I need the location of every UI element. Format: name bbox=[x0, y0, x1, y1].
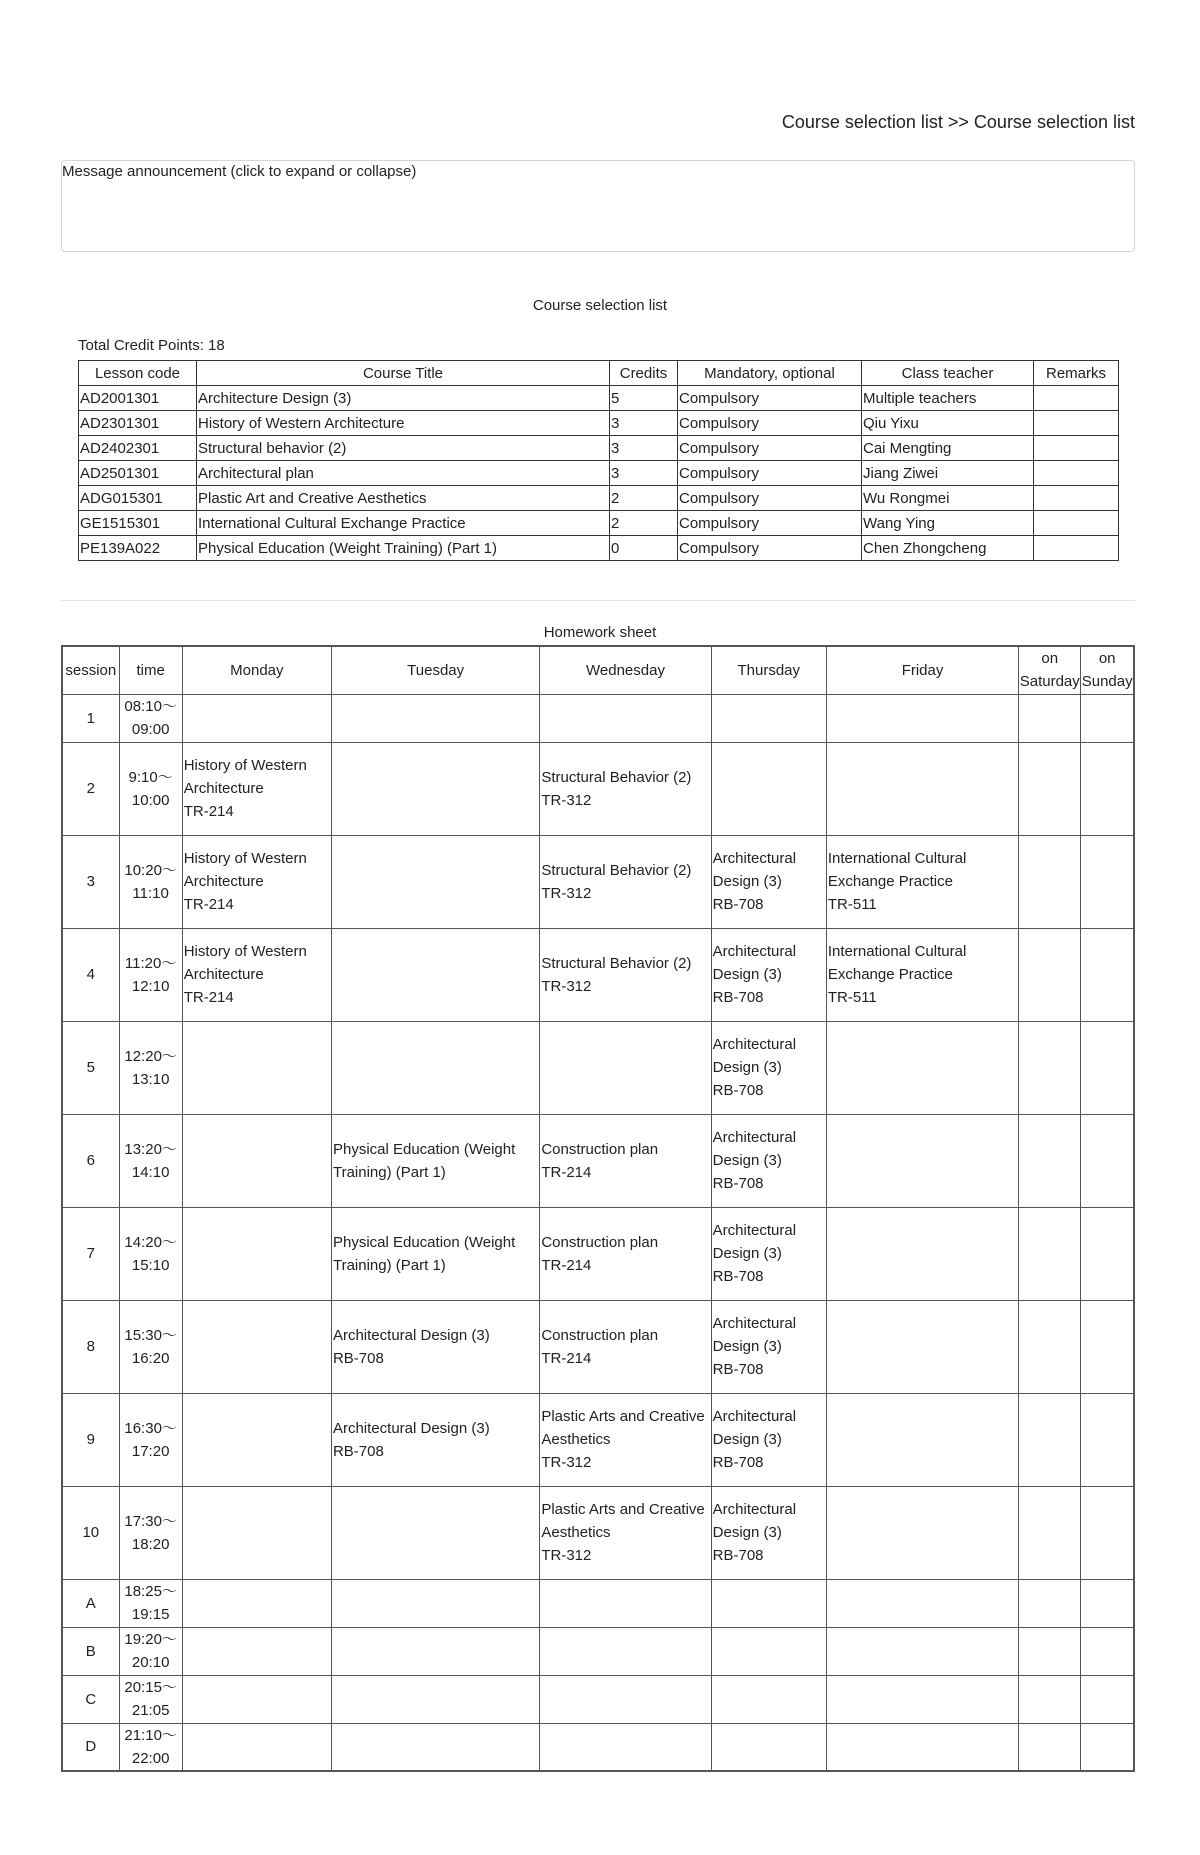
course-cell-course-title: Plastic Art and Creative Aesthetics bbox=[197, 486, 610, 511]
session-time: 10:20～ 11:10 bbox=[119, 835, 182, 928]
schedule-cell-friday bbox=[826, 1675, 1018, 1723]
schedule-cell-saturday bbox=[1019, 742, 1081, 835]
session-time: 14:20～ 15:10 bbox=[119, 1207, 182, 1300]
course-cell-lesson-code: AD2402301 bbox=[79, 436, 197, 461]
session-time: 17:30～ 18:20 bbox=[119, 1486, 182, 1579]
homework-row bbox=[62, 1723, 1134, 1771]
announcement-toggle-label[interactable]: Message announcement (click to expand or collapse) bbox=[62, 163, 417, 180]
col-header-credits: Credits bbox=[610, 361, 678, 386]
course-cell-credits: 0 bbox=[610, 536, 678, 561]
session-label: B bbox=[62, 1627, 119, 1675]
schedule-cell-wednesday bbox=[540, 1627, 711, 1675]
schedule-cell-wednesday bbox=[540, 1021, 711, 1114]
course-cell-remarks bbox=[1034, 511, 1119, 536]
schedule-cell-saturday bbox=[1019, 1723, 1081, 1771]
schedule-cell-thursday bbox=[711, 1627, 826, 1675]
hw-header-wednesday: Wednesday bbox=[540, 646, 711, 694]
schedule-cell-monday bbox=[182, 1021, 331, 1114]
schedule-cell-friday bbox=[826, 1021, 1018, 1114]
homework-header-row bbox=[62, 646, 1134, 694]
course-cell-lesson-code: AD2001301 bbox=[79, 386, 197, 411]
schedule-cell-saturday bbox=[1019, 1207, 1081, 1300]
schedule-cell-wednesday: Plastic Arts and Creative Aesthetics TR-312 bbox=[540, 1486, 711, 1579]
course-cell-mandatory-optional: Compulsory bbox=[678, 386, 862, 411]
schedule-cell-monday bbox=[182, 1300, 331, 1393]
session-label: 1 bbox=[62, 694, 119, 742]
homework-row bbox=[62, 742, 1134, 835]
homework-row bbox=[62, 1207, 1134, 1300]
session-time: 9:10～ 10:00 bbox=[119, 742, 182, 835]
schedule-cell-sunday bbox=[1081, 1300, 1134, 1393]
homework-sheet-table bbox=[61, 645, 1135, 1772]
schedule-cell-wednesday: Construction plan TR-214 bbox=[540, 1207, 711, 1300]
homework-row bbox=[62, 1579, 1134, 1627]
course-cell-lesson-code: PE139A022 bbox=[79, 536, 197, 561]
course-cell-class-teacher: Cai Mengting bbox=[862, 436, 1034, 461]
course-row bbox=[79, 486, 1119, 511]
session-label: C bbox=[62, 1675, 119, 1723]
course-cell-course-title: Structural behavior (2) bbox=[197, 436, 610, 461]
total-credit-points: Total Credit Points: 18 bbox=[78, 337, 225, 354]
schedule-cell-sunday bbox=[1081, 835, 1134, 928]
course-row bbox=[79, 461, 1119, 486]
schedule-cell-wednesday: Plastic Arts and Creative Aesthetics TR-312 bbox=[540, 1393, 711, 1486]
schedule-cell-friday bbox=[826, 742, 1018, 835]
schedule-cell-thursday: Architectural Design (3) RB-708 bbox=[711, 835, 826, 928]
session-time: 13:20～ 14:10 bbox=[119, 1114, 182, 1207]
course-cell-mandatory-optional: Compulsory bbox=[678, 461, 862, 486]
hw-header-session: session bbox=[62, 646, 119, 694]
schedule-cell-friday bbox=[826, 1627, 1018, 1675]
schedule-cell-saturday bbox=[1019, 1579, 1081, 1627]
schedule-cell-saturday bbox=[1019, 1393, 1081, 1486]
schedule-cell-tuesday bbox=[331, 1627, 539, 1675]
col-header-remarks: Remarks bbox=[1034, 361, 1119, 386]
col-header-lesson-code: Lesson code bbox=[79, 361, 197, 386]
course-cell-class-teacher: Wu Rongmei bbox=[862, 486, 1034, 511]
course-cell-lesson-code: ADG015301 bbox=[79, 486, 197, 511]
schedule-cell-wednesday bbox=[540, 1579, 711, 1627]
schedule-cell-tuesday bbox=[331, 694, 539, 742]
course-cell-credits: 3 bbox=[610, 411, 678, 436]
schedule-cell-tuesday bbox=[331, 742, 539, 835]
schedule-cell-sunday bbox=[1081, 1627, 1134, 1675]
schedule-cell-sunday bbox=[1081, 1393, 1134, 1486]
hw-header-sunday: on Sunday bbox=[1081, 646, 1134, 694]
course-row bbox=[79, 386, 1119, 411]
schedule-cell-thursday: Architectural Design (3) RB-708 bbox=[711, 1393, 826, 1486]
schedule-cell-friday bbox=[826, 1114, 1018, 1207]
schedule-cell-sunday bbox=[1081, 1675, 1134, 1723]
schedule-cell-saturday bbox=[1019, 1486, 1081, 1579]
hw-header-thursday: Thursday bbox=[711, 646, 826, 694]
schedule-cell-sunday bbox=[1081, 1723, 1134, 1771]
homework-row bbox=[62, 835, 1134, 928]
course-row bbox=[79, 511, 1119, 536]
col-header-mandatory-optional: Mandatory, optional bbox=[678, 361, 862, 386]
course-cell-class-teacher: Qiu Yixu bbox=[862, 411, 1034, 436]
course-cell-mandatory-optional: Compulsory bbox=[678, 411, 862, 436]
schedule-cell-monday bbox=[182, 1114, 331, 1207]
session-time: 20:15～ 21:05 bbox=[119, 1675, 182, 1723]
schedule-cell-wednesday bbox=[540, 1675, 711, 1723]
schedule-cell-thursday: Architectural Design (3) RB-708 bbox=[711, 1114, 826, 1207]
course-cell-course-title: Physical Education (Weight Training) (Part 1) bbox=[197, 536, 610, 561]
session-label: 7 bbox=[62, 1207, 119, 1300]
schedule-cell-sunday bbox=[1081, 928, 1134, 1021]
homework-sheet-title: Homework sheet bbox=[543, 624, 657, 641]
homework-row bbox=[62, 1627, 1134, 1675]
schedule-cell-friday bbox=[826, 1723, 1018, 1771]
session-label: 8 bbox=[62, 1300, 119, 1393]
schedule-cell-sunday bbox=[1081, 742, 1134, 835]
schedule-cell-tuesday: Physical Education (Weight Training) (Part 1) bbox=[331, 1114, 539, 1207]
schedule-cell-tuesday: Architectural Design (3) RB-708 bbox=[331, 1300, 539, 1393]
schedule-cell-monday: History of Western Architecture TR-214 bbox=[182, 835, 331, 928]
col-header-course-title: Course Title bbox=[197, 361, 610, 386]
hw-header-monday: Monday bbox=[182, 646, 331, 694]
schedule-cell-thursday bbox=[711, 742, 826, 835]
schedule-cell-thursday bbox=[711, 1723, 826, 1771]
course-cell-course-title: International Cultural Exchange Practice bbox=[197, 511, 610, 536]
session-time: 19:20～ 20:10 bbox=[119, 1627, 182, 1675]
schedule-cell-friday bbox=[826, 1207, 1018, 1300]
schedule-cell-saturday bbox=[1019, 694, 1081, 742]
breadcrumb[interactable]: Course selection list >> Course selection list bbox=[781, 112, 1135, 132]
schedule-cell-tuesday bbox=[331, 835, 539, 928]
schedule-cell-wednesday: Structural Behavior (2) TR-312 bbox=[540, 742, 711, 835]
schedule-cell-thursday bbox=[711, 694, 826, 742]
announcement-panel[interactable] bbox=[61, 160, 1135, 252]
schedule-cell-sunday bbox=[1081, 1486, 1134, 1579]
session-time: 15:30～ 16:20 bbox=[119, 1300, 182, 1393]
schedule-cell-saturday bbox=[1019, 1675, 1081, 1723]
schedule-cell-monday bbox=[182, 1627, 331, 1675]
schedule-cell-friday bbox=[826, 1579, 1018, 1627]
session-time: 18:25～ 19:15 bbox=[119, 1579, 182, 1627]
course-cell-class-teacher: Jiang Ziwei bbox=[862, 461, 1034, 486]
schedule-cell-thursday: Architectural Design (3) RB-708 bbox=[711, 1021, 826, 1114]
course-cell-mandatory-optional: Compulsory bbox=[678, 436, 862, 461]
schedule-cell-monday bbox=[182, 694, 331, 742]
course-cell-mandatory-optional: Compulsory bbox=[678, 511, 862, 536]
schedule-cell-sunday bbox=[1081, 694, 1134, 742]
schedule-cell-friday bbox=[826, 694, 1018, 742]
section-divider bbox=[61, 600, 1135, 601]
hw-header-friday: Friday bbox=[826, 646, 1018, 694]
schedule-cell-thursday: Architectural Design (3) RB-708 bbox=[711, 928, 826, 1021]
schedule-cell-thursday: Architectural Design (3) RB-708 bbox=[711, 1207, 826, 1300]
schedule-cell-tuesday bbox=[331, 1579, 539, 1627]
session-label: 6 bbox=[62, 1114, 119, 1207]
schedule-cell-monday: History of Western Architecture TR-214 bbox=[182, 742, 331, 835]
course-cell-credits: 2 bbox=[610, 486, 678, 511]
course-cell-remarks bbox=[1034, 411, 1119, 436]
schedule-cell-friday bbox=[826, 1486, 1018, 1579]
course-cell-lesson-code: GE1515301 bbox=[79, 511, 197, 536]
course-selection-table bbox=[78, 360, 1119, 561]
course-cell-credits: 3 bbox=[610, 436, 678, 461]
schedule-cell-tuesday bbox=[331, 1723, 539, 1771]
schedule-cell-monday bbox=[182, 1723, 331, 1771]
schedule-cell-wednesday: Construction plan TR-214 bbox=[540, 1300, 711, 1393]
hw-header-saturday: on Saturday bbox=[1019, 646, 1081, 694]
homework-row bbox=[62, 1114, 1134, 1207]
schedule-cell-tuesday bbox=[331, 1021, 539, 1114]
schedule-cell-thursday bbox=[711, 1675, 826, 1723]
homework-row bbox=[62, 694, 1134, 742]
hw-header-time: time bbox=[119, 646, 182, 694]
schedule-cell-monday bbox=[182, 1393, 331, 1486]
course-cell-remarks bbox=[1034, 536, 1119, 561]
homework-row bbox=[62, 1393, 1134, 1486]
schedule-cell-wednesday: Construction plan TR-214 bbox=[540, 1114, 711, 1207]
course-cell-lesson-code: AD2301301 bbox=[79, 411, 197, 436]
course-cell-class-teacher: Chen Zhongcheng bbox=[862, 536, 1034, 561]
schedule-cell-thursday: Architectural Design (3) RB-708 bbox=[711, 1486, 826, 1579]
session-label: D bbox=[62, 1723, 119, 1771]
course-cell-remarks bbox=[1034, 386, 1119, 411]
schedule-cell-monday: History of Western Architecture TR-214 bbox=[182, 928, 331, 1021]
schedule-cell-tuesday bbox=[331, 1675, 539, 1723]
schedule-cell-monday bbox=[182, 1675, 331, 1723]
session-time: 16:30～ 17:20 bbox=[119, 1393, 182, 1486]
course-selection-title: Course selection list bbox=[532, 297, 668, 314]
course-cell-course-title: History of Western Architecture bbox=[197, 411, 610, 436]
schedule-cell-sunday bbox=[1081, 1579, 1134, 1627]
session-label: 2 bbox=[62, 742, 119, 835]
schedule-cell-wednesday bbox=[540, 694, 711, 742]
session-time: 11:20～ 12:10 bbox=[119, 928, 182, 1021]
homework-row bbox=[62, 1021, 1134, 1114]
schedule-cell-tuesday: Architectural Design (3) RB-708 bbox=[331, 1393, 539, 1486]
course-cell-remarks bbox=[1034, 486, 1119, 511]
session-time: 08:10～ 09:00 bbox=[119, 694, 182, 742]
course-cell-remarks bbox=[1034, 461, 1119, 486]
schedule-cell-wednesday bbox=[540, 1723, 711, 1771]
session-label: 9 bbox=[62, 1393, 119, 1486]
course-row bbox=[79, 411, 1119, 436]
session-label: 10 bbox=[62, 1486, 119, 1579]
course-cell-credits: 2 bbox=[610, 511, 678, 536]
session-label: A bbox=[62, 1579, 119, 1627]
homework-row bbox=[62, 928, 1134, 1021]
course-cell-mandatory-optional: Compulsory bbox=[678, 486, 862, 511]
course-cell-course-title: Architecture Design (3) bbox=[197, 386, 610, 411]
schedule-cell-monday bbox=[182, 1486, 331, 1579]
hw-header-tuesday: Tuesday bbox=[331, 646, 539, 694]
schedule-cell-monday bbox=[182, 1579, 331, 1627]
schedule-cell-wednesday: Structural Behavior (2) TR-312 bbox=[540, 928, 711, 1021]
schedule-cell-wednesday: Structural Behavior (2) TR-312 bbox=[540, 835, 711, 928]
homework-row bbox=[62, 1300, 1134, 1393]
session-label: 5 bbox=[62, 1021, 119, 1114]
schedule-cell-tuesday: Physical Education (Weight Training) (Part 1) bbox=[331, 1207, 539, 1300]
schedule-cell-monday bbox=[182, 1207, 331, 1300]
course-cell-mandatory-optional: Compulsory bbox=[678, 536, 862, 561]
col-header-class-teacher: Class teacher bbox=[862, 361, 1034, 386]
schedule-cell-saturday bbox=[1019, 1021, 1081, 1114]
schedule-cell-sunday bbox=[1081, 1207, 1134, 1300]
schedule-cell-saturday bbox=[1019, 835, 1081, 928]
session-time: 12:20～ 13:10 bbox=[119, 1021, 182, 1114]
course-cell-course-title: Architectural plan bbox=[197, 461, 610, 486]
schedule-cell-friday bbox=[826, 1393, 1018, 1486]
course-cell-credits: 3 bbox=[610, 461, 678, 486]
course-cell-lesson-code: AD2501301 bbox=[79, 461, 197, 486]
schedule-cell-sunday bbox=[1081, 1114, 1134, 1207]
session-time: 21:10～ 22:00 bbox=[119, 1723, 182, 1771]
schedule-cell-saturday bbox=[1019, 1627, 1081, 1675]
homework-row bbox=[62, 1675, 1134, 1723]
schedule-cell-thursday bbox=[711, 1579, 826, 1627]
schedule-cell-tuesday bbox=[331, 1486, 539, 1579]
schedule-cell-saturday bbox=[1019, 1300, 1081, 1393]
schedule-cell-sunday bbox=[1081, 1021, 1134, 1114]
schedule-cell-thursday: Architectural Design (3) RB-708 bbox=[711, 1300, 826, 1393]
course-table-header-row bbox=[79, 361, 1119, 386]
schedule-cell-friday bbox=[826, 1300, 1018, 1393]
schedule-cell-tuesday bbox=[331, 928, 539, 1021]
schedule-cell-friday: International Cultural Exchange Practice TR-511 bbox=[826, 928, 1018, 1021]
course-cell-remarks bbox=[1034, 436, 1119, 461]
course-cell-credits: 5 bbox=[610, 386, 678, 411]
homework-row bbox=[62, 1486, 1134, 1579]
schedule-cell-friday: International Cultural Exchange Practice TR-511 bbox=[826, 835, 1018, 928]
course-row bbox=[79, 436, 1119, 461]
session-label: 4 bbox=[62, 928, 119, 1021]
schedule-cell-saturday bbox=[1019, 928, 1081, 1021]
schedule-cell-saturday bbox=[1019, 1114, 1081, 1207]
course-cell-class-teacher: Wang Ying bbox=[862, 511, 1034, 536]
course-row bbox=[79, 536, 1119, 561]
session-label: 3 bbox=[62, 835, 119, 928]
course-cell-class-teacher: Multiple teachers bbox=[862, 386, 1034, 411]
